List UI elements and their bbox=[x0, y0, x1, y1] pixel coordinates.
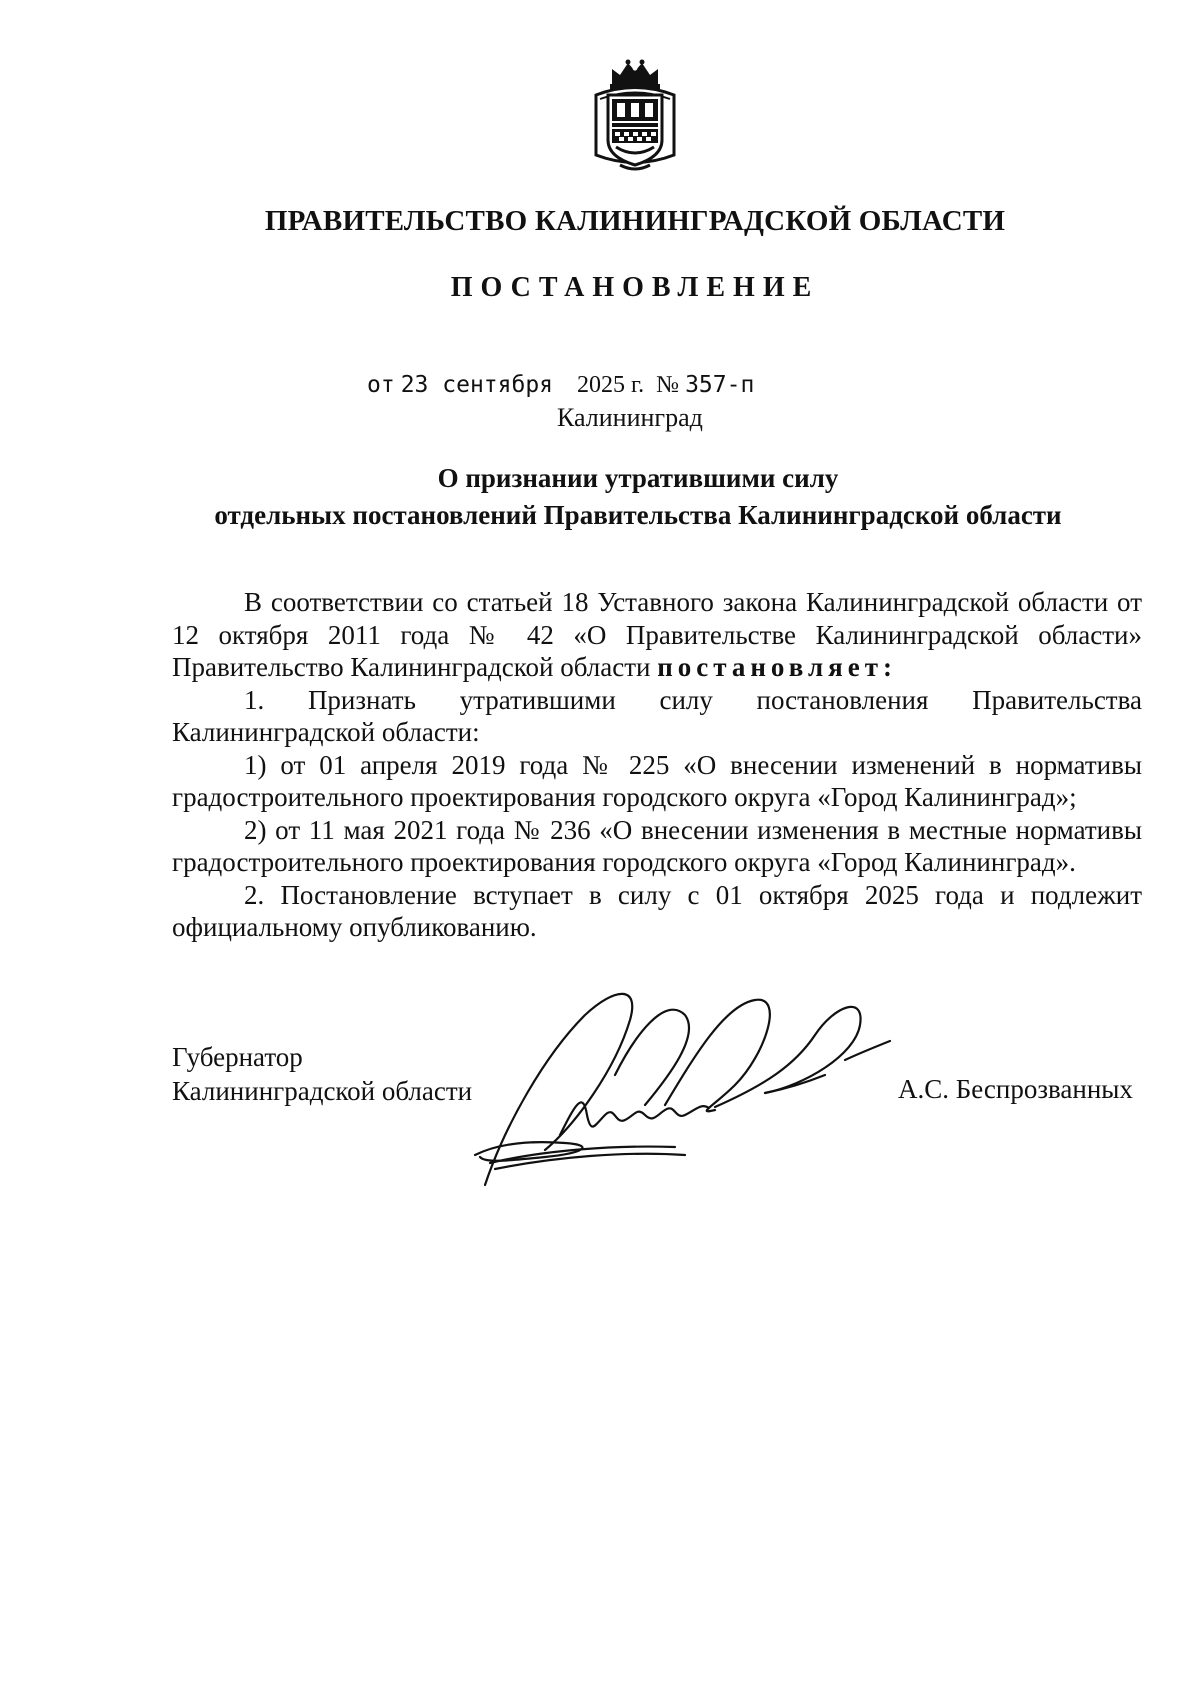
signature-icon bbox=[465, 975, 935, 1200]
item-2: 2. Постановление вступает в силу с 01 октября 2025 года и подлежит официальному опубликованию. bbox=[172, 879, 1142, 942]
date-line bbox=[367, 372, 754, 399]
number-sign: № bbox=[656, 372, 680, 398]
date-year: 2025 г. bbox=[577, 372, 645, 398]
coat-of-arms-icon bbox=[590, 55, 680, 175]
subject-line-1: О признании утратившими силу bbox=[437, 463, 839, 493]
signatory-name: А.С. Беспрозванных bbox=[898, 1074, 1133, 1104]
date-prefix: от bbox=[367, 372, 395, 398]
position-line-2: Калининградской области bbox=[172, 1076, 473, 1106]
date-day-month: 23 сентября bbox=[400, 372, 554, 398]
document-number: 357-п bbox=[685, 372, 755, 398]
document-type: ПОСТАНОВЛЕНИЕ bbox=[450, 272, 820, 303]
decree-word: постановляет: bbox=[657, 652, 897, 682]
item-1-2: 2) от 11 мая 2021 года № 236 «О внесении изменения в местные нормативы градостроительного проектирования городского округа «Город Калининград». bbox=[172, 814, 1142, 877]
preamble-text: В соответствии со статьей 18 Уставного закона Калининградской области от 12 октября 2011 года № 42 «О Правительстве Калининградской области» Правительство Калининградской области bbox=[172, 587, 1142, 682]
document-subject bbox=[160, 460, 1116, 534]
organization-title: ПРАВИТЕЛЬСТВО КАЛИНИНГРАДСКОЙ ОБЛАСТИ bbox=[264, 205, 1006, 237]
item-1-1: 1) от 01 апреля 2019 года № 225 «О внесении изменений в нормативы градостроительного проектирования городского округа «Город Калининград»; bbox=[172, 749, 1142, 812]
subject-line-2: отдельных постановлений Правительства Калининградской области bbox=[214, 500, 1062, 530]
city: Калининград bbox=[557, 403, 703, 432]
preamble-paragraph bbox=[172, 586, 1142, 684]
document-body bbox=[172, 586, 1142, 944]
position-line-1: Губернатор bbox=[172, 1042, 303, 1072]
item-1: 1. Признать утратившими силу постановления Правительства Калининградской области: bbox=[172, 684, 1142, 747]
signatory-position bbox=[172, 1040, 472, 1108]
